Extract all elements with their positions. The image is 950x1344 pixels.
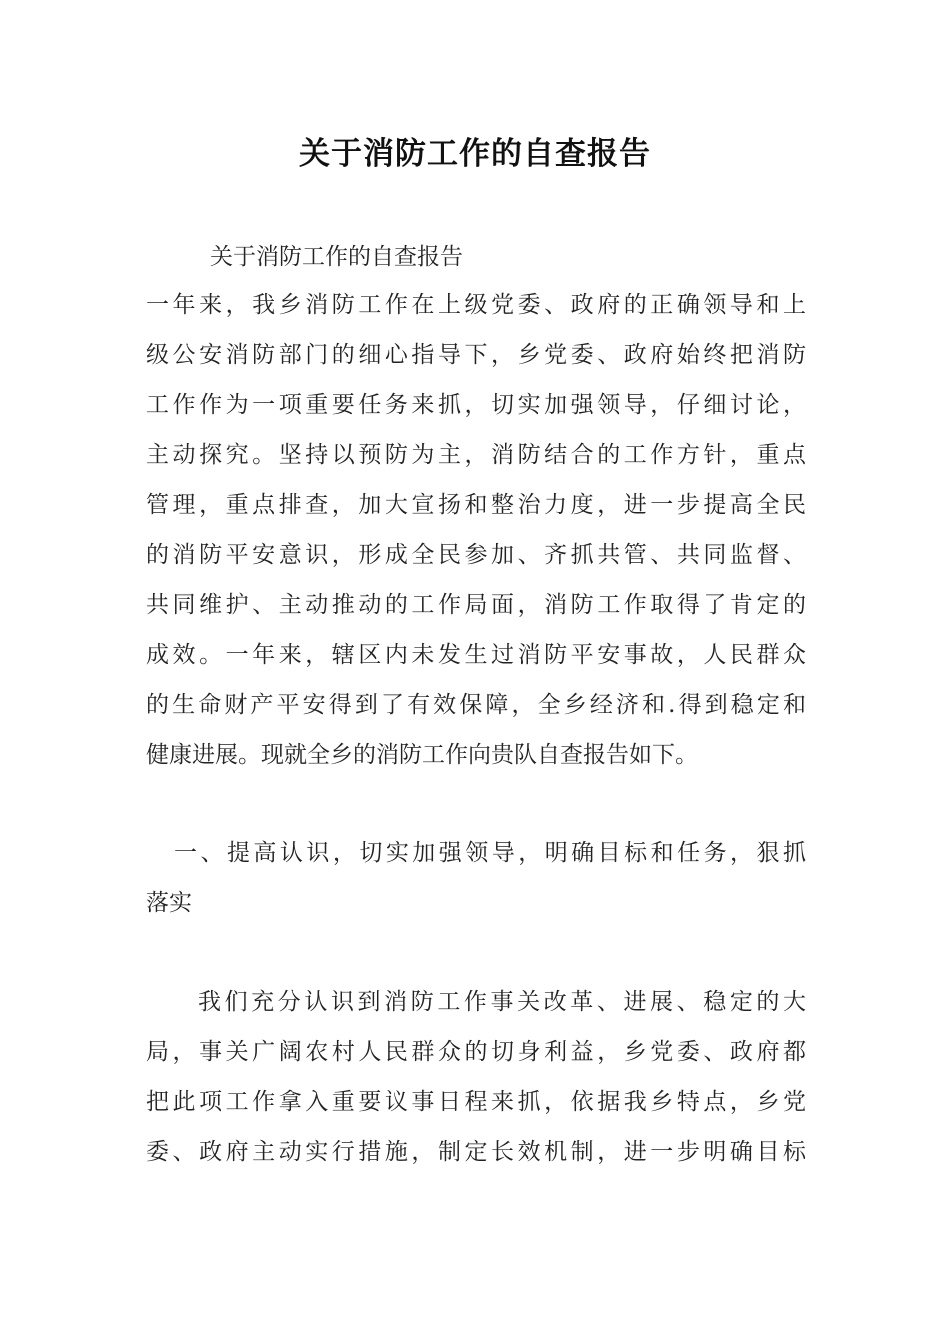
document-title: 关于消防工作的自查报告	[299, 136, 651, 172]
text-line: 成效。一年来，辖区内未发生过消防平安事故，人民群众	[146, 642, 806, 668]
text-line: 落实	[146, 890, 192, 916]
text-line: 主动探究。坚持以预防为主，消防结合的工作方针，重点	[146, 442, 806, 468]
text-line: 工作作为一项重要任务来抓，切实加强领导，仔细讨论，	[146, 392, 806, 418]
text-line: 一、提高认识，切实加强领导，明确目标和任务，狠抓	[174, 840, 806, 866]
body-paragraph	[146, 977, 806, 1177]
document-subtitle: 关于消防工作的自查报告	[210, 244, 463, 270]
text-line: 的消防平安意识，形成全民参加、齐抓共管、共同监督、	[146, 542, 806, 568]
text-line: 级公安消防部门的细心指导下，乡党委、政府始终把消防	[146, 342, 806, 368]
text-line: 一年来，我乡消防工作在上级党委、政府的正确领导和上	[146, 292, 806, 318]
intro-paragraph	[146, 280, 806, 780]
text-line: 的生命财产平安得到了有效保障，全乡经济和.得到稳定和	[146, 692, 806, 718]
text-line: 局，事关广阔农村人民群众的切身利益，乡党委、政府都	[146, 1039, 806, 1065]
section-heading	[146, 828, 806, 928]
text-line: 管理，重点排查，加大宣扬和整治力度，进一步提高全民	[146, 492, 806, 518]
text-line: 健康进展。现就全乡的消防工作向贵队自查报告如下。	[146, 742, 698, 768]
text-line: 共同维护、主动推动的工作局面，消防工作取得了肯定的	[146, 592, 806, 618]
document-subtitle-block	[146, 232, 806, 282]
text-line: 把此项工作拿入重要议事日程来抓，依据我乡特点，乡党	[146, 1089, 806, 1115]
text-line: 委、政府主动实行措施，制定长效机制，进一步明确目标	[146, 1139, 806, 1165]
text-line: 我们充分认识到消防工作事关改革、进展、稳定的大	[198, 989, 806, 1015]
